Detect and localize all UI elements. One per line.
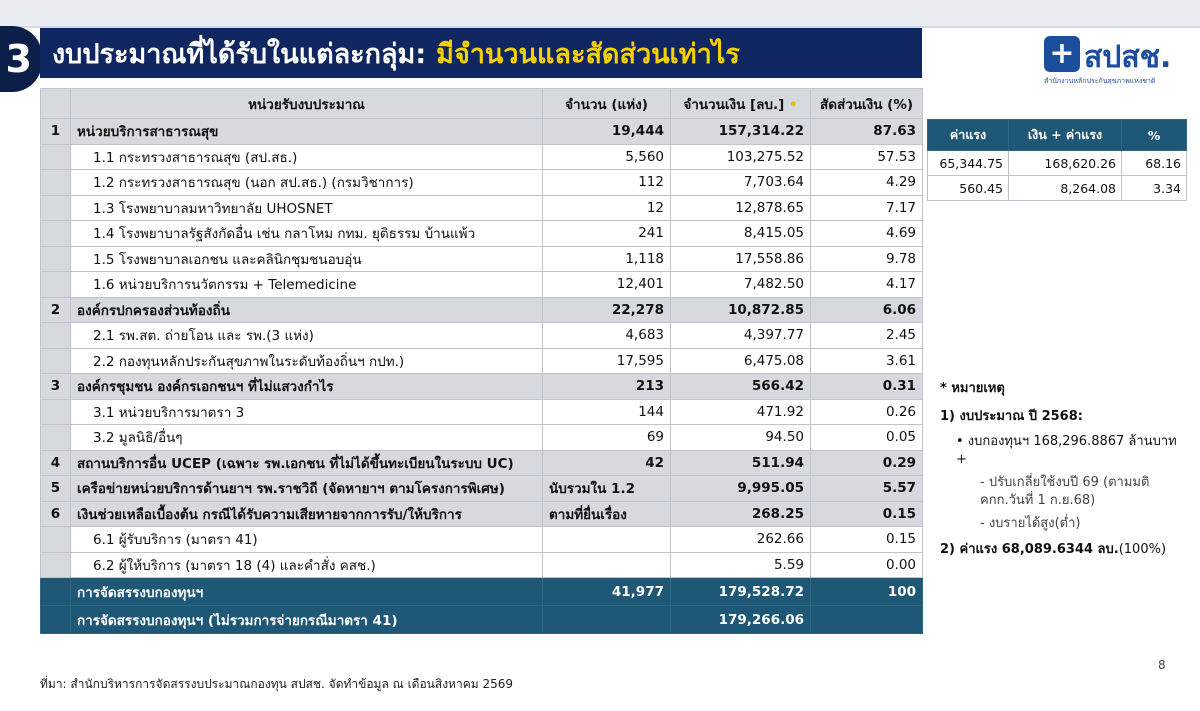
row-amount: 471.92 xyxy=(671,399,811,425)
note-item-2-suffix: (100%) xyxy=(1118,541,1167,557)
row-amount: 7,482.50 xyxy=(671,272,811,298)
nhso-logo xyxy=(1040,34,1180,90)
row-amount: 511.94 xyxy=(671,450,811,476)
row-name: 2.2 กองทุนหลักประกันสุขภาพในระดับท้องถิ่นฯ กปท.) xyxy=(71,348,543,374)
note-item-1: 1) งบประมาณ ปี 2568: xyxy=(940,408,1083,424)
total-amount: 179,266.06 xyxy=(671,606,811,634)
row-ratio: 57.53 xyxy=(811,144,923,170)
row-count: นับรวมใน 1.2 xyxy=(543,476,671,502)
row-name: องค์กรปกครองส่วนท้องถิ่น xyxy=(71,297,543,323)
group-row xyxy=(41,476,923,502)
subgroup-row xyxy=(41,170,923,196)
row-number: 3 xyxy=(41,374,71,400)
subgroup-row xyxy=(41,195,923,221)
notes-panel xyxy=(940,380,1190,558)
group-row xyxy=(41,450,923,476)
row-amount: 94.50 xyxy=(671,425,811,451)
total-ratio xyxy=(811,606,923,634)
row-ratio: 0.15 xyxy=(811,527,923,553)
row-name: 2.1 รพ.สต. ถ่ายโอน และ รพ.(3 แห่ง) xyxy=(71,323,543,349)
total-count: 41,977 xyxy=(543,578,671,606)
row-name: 6.1 ผู้รับบริการ (มาตรา 41) xyxy=(71,527,543,553)
row-number: 5 xyxy=(41,476,71,502)
row-amount: 9,995.05 xyxy=(671,476,811,502)
header-amount xyxy=(671,89,811,119)
row-number xyxy=(41,195,71,221)
row-number: 2 xyxy=(41,297,71,323)
row-number xyxy=(41,246,71,272)
labor-cost-cell: 65,344.75 xyxy=(928,151,1009,176)
row-amount: 12,878.65 xyxy=(671,195,811,221)
header-amount-label: จำนวนเงิน [ลบ.] xyxy=(683,96,785,113)
row-amount: 566.42 xyxy=(671,374,811,400)
total-number xyxy=(41,606,71,634)
subgroup-row xyxy=(41,246,923,272)
budget-table xyxy=(40,88,923,634)
row-amount: 262.66 xyxy=(671,527,811,553)
total-row xyxy=(41,606,923,634)
row-number: 1 xyxy=(41,119,71,145)
row-number xyxy=(41,552,71,578)
row-ratio: 3.61 xyxy=(811,348,923,374)
row-amount: 6,475.08 xyxy=(671,348,811,374)
row-ratio: 7.17 xyxy=(811,195,923,221)
row-count: ตามที่ยื่นเรื่อง xyxy=(543,501,671,527)
row-name: องค์กรชุมชน องค์กรเอกชนฯ ที่ไม่แสวงกำไร xyxy=(71,374,543,400)
row-number xyxy=(41,348,71,374)
title-highlight: มีจำนวนและสัดส่วนเท่าไร xyxy=(436,38,740,70)
row-number xyxy=(41,399,71,425)
row-ratio: 0.29 xyxy=(811,450,923,476)
budget-table-header xyxy=(41,89,923,119)
header-labor-cost: ค่าแรง xyxy=(928,120,1009,151)
row-name: 1.1 กระทรวงสาธารณสุข (สป.สธ.) xyxy=(71,144,543,170)
row-number xyxy=(41,323,71,349)
total-name: การจัดสรรงบกองทุนฯ xyxy=(71,578,543,606)
row-ratio: 4.17 xyxy=(811,272,923,298)
row-count: 1,118 xyxy=(543,246,671,272)
row-count: 12 xyxy=(543,195,671,221)
logo-subtitle: สำนักงานหลักประกันสุขภาพแห่งชาติ xyxy=(1044,77,1156,85)
row-count: 17,595 xyxy=(543,348,671,374)
percent-cell: 3.34 xyxy=(1122,176,1187,201)
total-ratio: 100 xyxy=(811,578,923,606)
row-name: เงินช่วยเหลือเบื้องต้น กรณีได้รับความเสียหายจากการรับ/ให้บริการ xyxy=(71,501,543,527)
row-ratio: 0.26 xyxy=(811,399,923,425)
header-ratio: สัดส่วนเงิน (%) xyxy=(811,89,923,119)
header-unit: หน่วยรับงบประมาณ xyxy=(71,89,543,119)
header-count: จำนวน (แห่ง) xyxy=(543,89,671,119)
subgroup-row xyxy=(41,399,923,425)
notes-title: * หมายเหตุ xyxy=(940,381,1005,396)
row-number xyxy=(41,272,71,298)
subgroup-row xyxy=(41,552,923,578)
row-number: 6 xyxy=(41,501,71,527)
row-ratio: 6.06 xyxy=(811,297,923,323)
row-number xyxy=(41,170,71,196)
note-dash-1: - ปรับเกลี่ยใช้งบปี 69 (ตามมติ คกก.วันที่ 1 ก.ย.68) xyxy=(980,475,1150,508)
percent-cell: 68.16 xyxy=(1122,151,1187,176)
top-strip xyxy=(0,0,1200,26)
row-ratio: 87.63 xyxy=(811,119,923,145)
row-amount: 7,703.64 xyxy=(671,170,811,196)
row-count: 144 xyxy=(543,399,671,425)
row-count: 12,401 xyxy=(543,272,671,298)
row-count: 213 xyxy=(543,374,671,400)
row-name: สถานบริการอื่น UCEP (เฉพาะ รพ.เอกชน ที่ไม่ได้ขึ้นทะเบียนในระบบ UC) xyxy=(71,450,543,476)
row-name: 1.2 กระทรวงสาธารณสุข (นอก สป.สธ.) (กรมวิชาการ) xyxy=(71,170,543,196)
slide-number-badge xyxy=(0,26,42,92)
labor-cost-row xyxy=(928,151,1187,176)
group-row xyxy=(41,119,923,145)
row-number xyxy=(41,527,71,553)
total-name: การจัดสรรงบกองทุนฯ (ไม่รวมการจ่ายกรณีมาตรา 41) xyxy=(71,606,543,634)
row-name: 1.4 โรงพยาบาลรัฐสังกัดอื่น เช่น กลาโหม กทม. ยุติธรรม บ้านแพ้ว xyxy=(71,221,543,247)
row-count xyxy=(543,552,671,578)
total-row xyxy=(41,578,923,606)
row-ratio: 4.29 xyxy=(811,170,923,196)
title-bar xyxy=(40,28,922,78)
row-name: เครือข่ายหน่วยบริการด้านยาฯ รพ.ราชวิถี (จัดหายาฯ ตามโครงการพิเศษ) xyxy=(71,476,543,502)
group-row xyxy=(41,297,923,323)
row-amount: 268.25 xyxy=(671,501,811,527)
labor-cost-row xyxy=(928,176,1187,201)
note-dash-2: - งบรายได้สูง(ต่ำ) xyxy=(980,516,1081,532)
labor-cost-table xyxy=(927,119,1187,201)
group-row xyxy=(41,501,923,527)
money-plus-labor-cell: 8,264.08 xyxy=(1009,176,1122,201)
row-count: 241 xyxy=(543,221,671,247)
row-name: 1.6 หน่วยบริการนวัตกรรม + Telemedicine xyxy=(71,272,543,298)
subgroup-row xyxy=(41,425,923,451)
logo-text: สปสช. xyxy=(1084,40,1172,75)
row-name: หน่วยบริการสาธารณสุข xyxy=(71,119,543,145)
row-number: 4 xyxy=(41,450,71,476)
page-number: 8 xyxy=(1158,658,1166,672)
row-amount: 5.59 xyxy=(671,552,811,578)
row-ratio: 9.78 xyxy=(811,246,923,272)
row-ratio: 0.31 xyxy=(811,374,923,400)
row-amount: 17,558.86 xyxy=(671,246,811,272)
subgroup-row xyxy=(41,272,923,298)
group-row xyxy=(41,374,923,400)
row-name: 6.2 ผู้ให้บริการ (มาตรา 18 (4) และคำสั่ง คสช.) xyxy=(71,552,543,578)
subgroup-row xyxy=(41,144,923,170)
labor-cost-cell: 560.45 xyxy=(928,176,1009,201)
note-item-2-text: 2) ค่าแรง 68,089.6344 ลบ. xyxy=(940,541,1119,557)
row-count: 19,444 xyxy=(543,119,671,145)
row-count: 112 xyxy=(543,170,671,196)
total-count xyxy=(543,606,671,634)
row-count xyxy=(543,527,671,553)
row-number xyxy=(41,144,71,170)
subgroup-row xyxy=(41,323,923,349)
row-number xyxy=(41,425,71,451)
row-name: 3.2 มูลนิธิ/อื่นๆ xyxy=(71,425,543,451)
labor-cost-header xyxy=(928,120,1187,151)
row-number xyxy=(41,221,71,247)
row-ratio: 4.69 xyxy=(811,221,923,247)
row-ratio: 0.05 xyxy=(811,425,923,451)
row-count: 69 xyxy=(543,425,671,451)
row-ratio: 2.45 xyxy=(811,323,923,349)
row-amount: 157,314.22 xyxy=(671,119,811,145)
row-ratio: 0.00 xyxy=(811,552,923,578)
row-name: 3.1 หน่วยบริการมาตรา 3 xyxy=(71,399,543,425)
subgroup-row xyxy=(41,348,923,374)
row-count: 5,560 xyxy=(543,144,671,170)
logo-cross-icon: + xyxy=(1044,36,1080,72)
note-bullet: • งบกองทุนฯ 168,296.8867 ล้านบาท + xyxy=(956,434,1177,467)
row-amount: 10,872.85 xyxy=(671,297,811,323)
row-count: 22,278 xyxy=(543,297,671,323)
header-money-plus-labor: เงิน + ค่าแรง xyxy=(1009,120,1122,151)
row-name: 1.5 โรงพยาบาลเอกชน และคลินิกชุมชนอบอุ่น xyxy=(71,246,543,272)
slide-number: 3 xyxy=(5,37,32,81)
row-count: 42 xyxy=(543,450,671,476)
row-ratio: 5.57 xyxy=(811,476,923,502)
header-amount-marker: • xyxy=(789,96,798,113)
row-count: 4,683 xyxy=(543,323,671,349)
row-amount: 4,397.77 xyxy=(671,323,811,349)
total-amount: 179,528.72 xyxy=(671,578,811,606)
source-footnote: ที่มา: สำนักบริหารการจัดสรรงบประมาณกองทุน สปสช. จัดทำข้อมูล ณ เดือนสิงหาคม 2569 xyxy=(40,677,513,691)
header-no xyxy=(41,89,71,119)
subgroup-row xyxy=(41,221,923,247)
row-name: 1.3 โรงพยาบาลมหาวิทยาลัย UHOSNET xyxy=(71,195,543,221)
header-percent: % xyxy=(1122,120,1187,151)
row-ratio: 0.15 xyxy=(811,501,923,527)
title-main: งบประมาณที่ได้รับในแต่ละกลุ่ม: xyxy=(52,38,427,70)
row-amount: 8,415.05 xyxy=(671,221,811,247)
note-item-2 xyxy=(940,541,1190,559)
subgroup-row xyxy=(41,527,923,553)
row-amount: 103,275.52 xyxy=(671,144,811,170)
money-plus-labor-cell: 168,620.26 xyxy=(1009,151,1122,176)
total-number xyxy=(41,578,71,606)
